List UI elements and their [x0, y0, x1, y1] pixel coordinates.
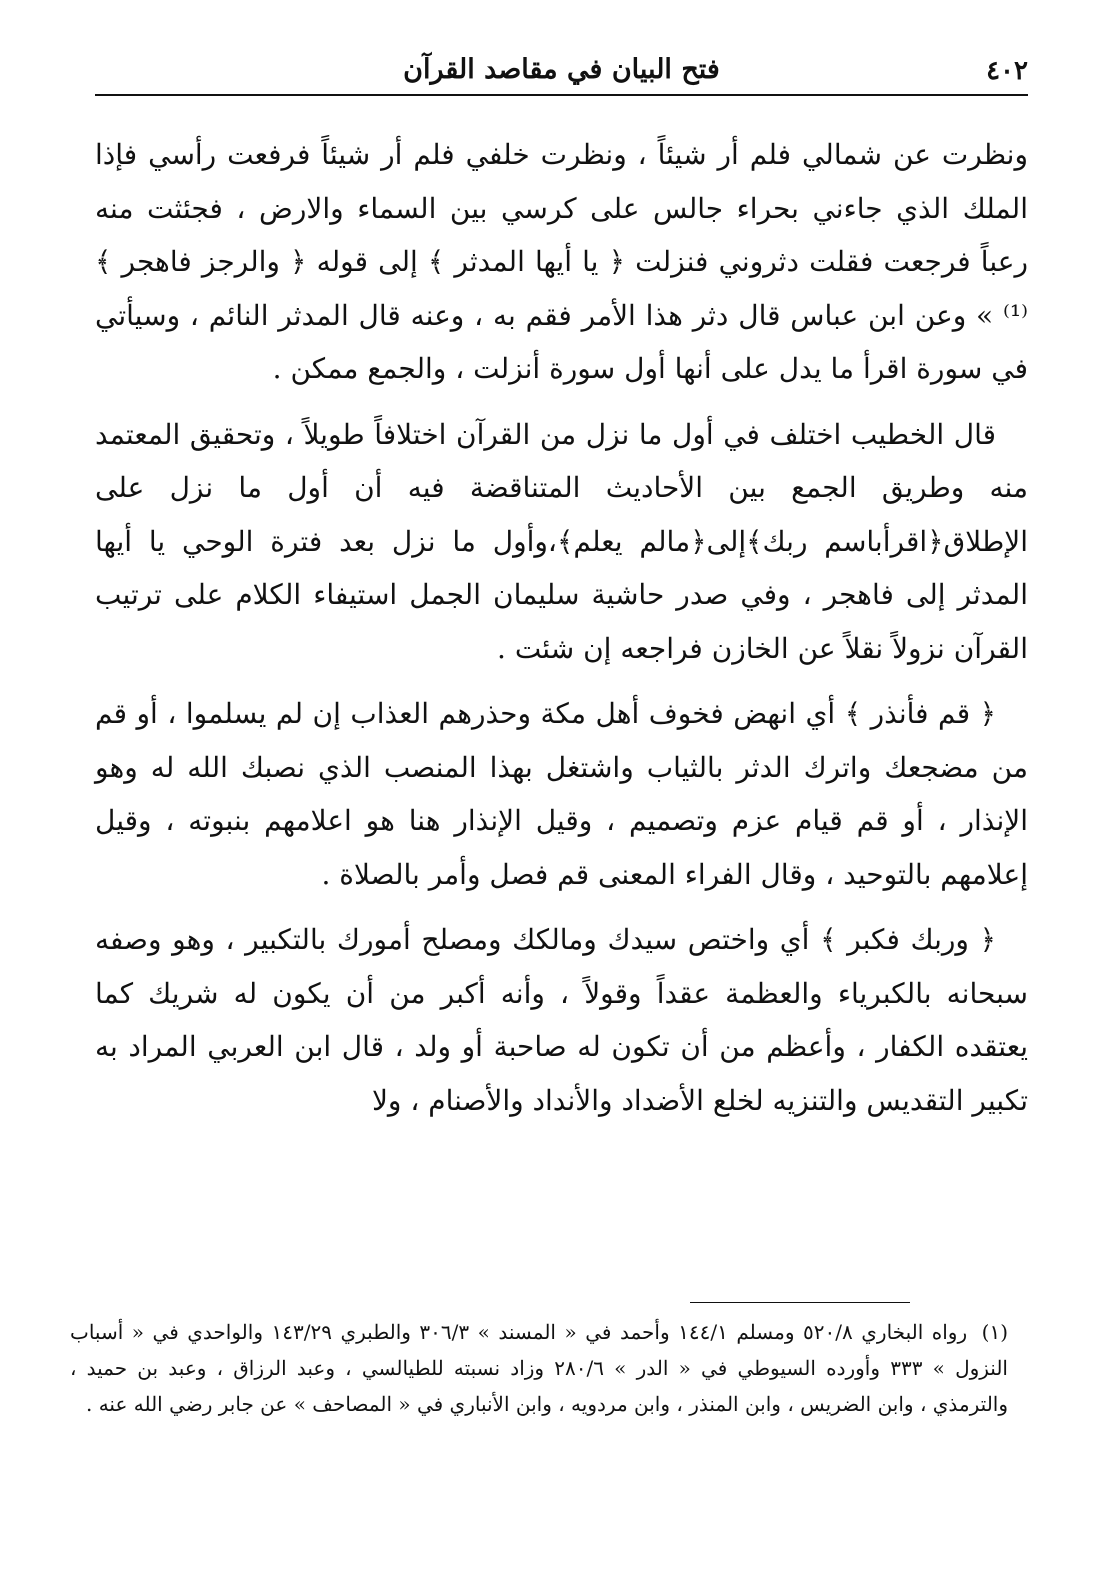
- page-header: [95, 50, 1028, 96]
- main-text: [95, 128, 1028, 1139]
- paragraph-1: ونظرت عن شمالي فلم أر شيئاً ، ونظرت خلفي فلم أر شيئاً فرفعت رأسي فإذا الملك الذي جاءني بحراء جالس على كرسي بين السماء والارض ، فجئثت منه رعباً فرجعت فقلت دثروني فنزلت ﴿ يا أيها المدثر ﴾ إلى قوله ﴿ والرجز فاهجر ﴾⁽¹⁾ » وعن ابن عباس قال دثر هذا الأمر فقم به ، وعنه قال المدثر النائم ، وسيأتي في سورة اقرأ ما يدل على أنها أول سورة أنزلت ، والجمع ممكن .: [95, 138, 1028, 385]
- paragraph-2: قال الخطيب اختلف في أول ما نزل من القرآن اختلافاً طويلاً ، وتحقيق المعتمد منه وطريق الجمع بين الأحاديث المتناقضة فيه أن أول ما نزل على الإطلاق﴿اقرأباسم ربك﴾إلى﴿مالم يعلم﴾،وأول ما نزل بعد فترة الوحي يا أيها المدثر إلى فاهجر ، وفي صدر حاشية سليمان الجمل استيفاء الكلام على ترتيب القرآن نزولاً نقلاً عن الخازن فراجعه إن شئت .: [95, 417, 1028, 665]
- paragraph-3: ﴿ قم فأنذر ﴾ أي انهض فخوف أهل مكة وحذرهم العذاب إن لم يسلموا ، أو قم من مضجعك واترك الدثر بالثياب واشتغل بهذا المنصب الذي نصبك الله له وهو الإنذار ، أو قم قيام عزم وتصميم ، وقيل الإنذار هنا هو اعلامهم بنبوته ، وقيل إعلامهم بالتوحيد ، وقال الفراء المعنى قم فصل وأمر بالصلاة .: [95, 697, 1028, 891]
- footnote-divider: [690, 1302, 910, 1303]
- page-number: ٤٠٢: [986, 56, 1028, 86]
- footnote: [70, 1314, 1008, 1422]
- footnote-number: (١): [981, 1320, 1009, 1344]
- footnote-text: رواه البخاري ٥٢٠/٨ ومسلم ١٤٤/١ وأحمد في « المسند » ٣٠٦/٣ والطبري ١٤٣/٢٩ والواحدي في « أسباب النزول » ٣٣٣ وأورده السيوطي في « الدر » ٢٨٠/٦ وزاد نسبته للطيالسي ، وعبد الرزاق ، وعبد بن حميد ، والترمذي ، وابن الضريس ، وابن المنذر ، وابن مردويه ، وابن الأنباري في « المصاحف » عن جابر رضي الله عنه .: [70, 1320, 1008, 1416]
- paragraph-4: ﴿ وربك فكبر ﴾ أي واختص سيدك ومالكك ومصلح أمورك بالتكبير ، وهو وصفه سبحانه بالكبرياء والعظمة عقداً وقولاً ، وأنه أكبر من أن يكون له شريك كما يعتقده الكفار ، وأعظم من أن تكون له صاحبة أو ولد ، قال ابن العربي المراد به تكبير التقديس والتنزيه لخلع الأضداد والأنداد والأصنام ، ولا: [95, 923, 1028, 1117]
- running-title: فتح البيان في مقاصد القرآن: [403, 54, 720, 85]
